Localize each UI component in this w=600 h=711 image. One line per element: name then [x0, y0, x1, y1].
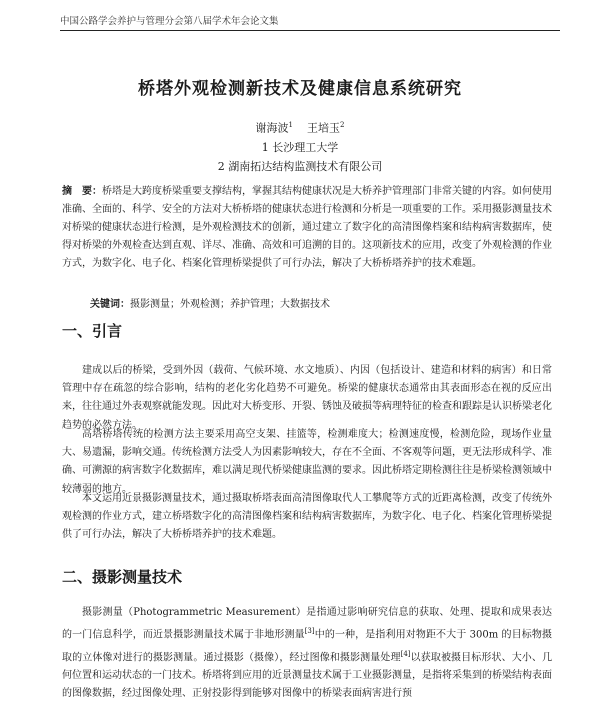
author-1-sup: 1	[288, 121, 293, 129]
abstract	[62, 183, 552, 273]
section-2-paragraph-1	[62, 604, 552, 704]
author-names	[0, 116, 600, 138]
section-2-heading: 二、摄影测量技术	[62, 568, 183, 586]
abstract-text: 桥塔是大跨度桥梁重要支撑结构，掌握其结构健康状况是大桥养护管理部门非常关键的内容。如何使用准确、全面的、科学、安全的方法对大桥桥塔的健康状态进行检测和分析是一项重要的工作。采用摄影测量技术对桥梁的健康状态进行检测，是外观检测技术的创新，通过建立了数字化的高清图像档案和结构病害数据库，使得对桥梁的外观检查达到直观、详尽、准确、高效和可追溯的目的。这项新技术的应用，改变了外观检测的作业方式，为数字化、电子化、档案化管理桥梁提供了可行办法，解决了大桥桥塔养护的技术难题。	[62, 186, 552, 269]
author-block	[0, 116, 600, 176]
paper-title: 桥塔外观检测新技术及健康信息系统研究	[138, 79, 462, 99]
citation-3: [3]	[304, 627, 315, 636]
keywords-text: 摄影测量；外观检测；养护管理；大数据技术	[130, 299, 330, 310]
author-2-sup: 2	[340, 121, 345, 129]
running-header: 中国公路学会养护与管理分会第八届学术年会论文集	[60, 13, 560, 31]
section-1-paragraph-2: 高塔桥塔传统的检测方法主要采用高空支架、挂篮等，检测难度大；检测速度慢，检测危险，现场作业量大、易遗漏，影响交通。传统检测方法受人为因素影响较大，存在不全面、不客观等问题，更无法形成科学、准确、可溯源的病害数字化数据库，难以满足现代桥梁健康监测的要求。因此桥塔定期检测往往是桥梁检测领域中较薄弱的地方。	[62, 429, 552, 495]
citation-4: [4]	[400, 649, 411, 658]
author-1: 谢海波	[255, 121, 289, 135]
section-1-paragraph-1: 建成以后的桥梁，受到外因（载荷、气候环境、水文地质）、内因（包括设计、建造和材料的病害）和日常管理中存在疏忽的综合影响，结构的老化劣化趋势不可避免。桥梁的健康状态通常由其表面形态在视的反应出来，往往通过外表观察就能发现。因此对大桥变形、开裂、锈蚀及破损等病理特征的检查和跟踪是认识桥梁老化趋势的必然方法。	[62, 365, 552, 431]
section-2-text-c: 以获取被摄目标形状、大小、几何位置和运动状态的一门技术。桥塔将到应用的近景测量技术属于工业摄影测量，是指将采集到的桥梁结构表面的图像数据，经过图像处理、正射投影得到能够对图像中的桥梁表面病害进行预	[62, 652, 553, 700]
section-1-paragraph-3: 本文运用近景摄影测量技术，通过摄取桥塔表面高清图像取代人工攀爬等方式的近距离检测，改变了传统外观检测的作业方式，建立桥塔数字化的高清图像档案和结构病害数据库，为数字化、电子化、档案化管理桥梁提供了可行办法，解决了大桥桥塔养护的技术难题。	[62, 493, 552, 541]
section-2-text-a: 摄影测量（Photogrammetric Measurement）是指通过影响研究信息的获取、处理、提取和成果表达的一门信息科学，而近景摄影测量技术属于非地形测量	[62, 607, 552, 641]
keywords-label: 关键词：	[90, 299, 130, 310]
affiliation-1: 1 长沙理工大学	[261, 140, 339, 154]
abstract-label: 摘 要：	[62, 186, 102, 197]
author-2: 王培玉	[307, 121, 340, 135]
affiliation-2: 2 湖南拓达结构监测技术有限公司	[217, 159, 383, 173]
section-1-heading: 一、引言	[62, 322, 123, 340]
keywords	[90, 295, 550, 310]
section-2-text-b: 中的一种，是指利用对物距不大于 300m 的目标物摄取的立体像对进行的摄影测量。通过摄影（摄像），经过图像和摄影测量处理	[62, 629, 552, 664]
